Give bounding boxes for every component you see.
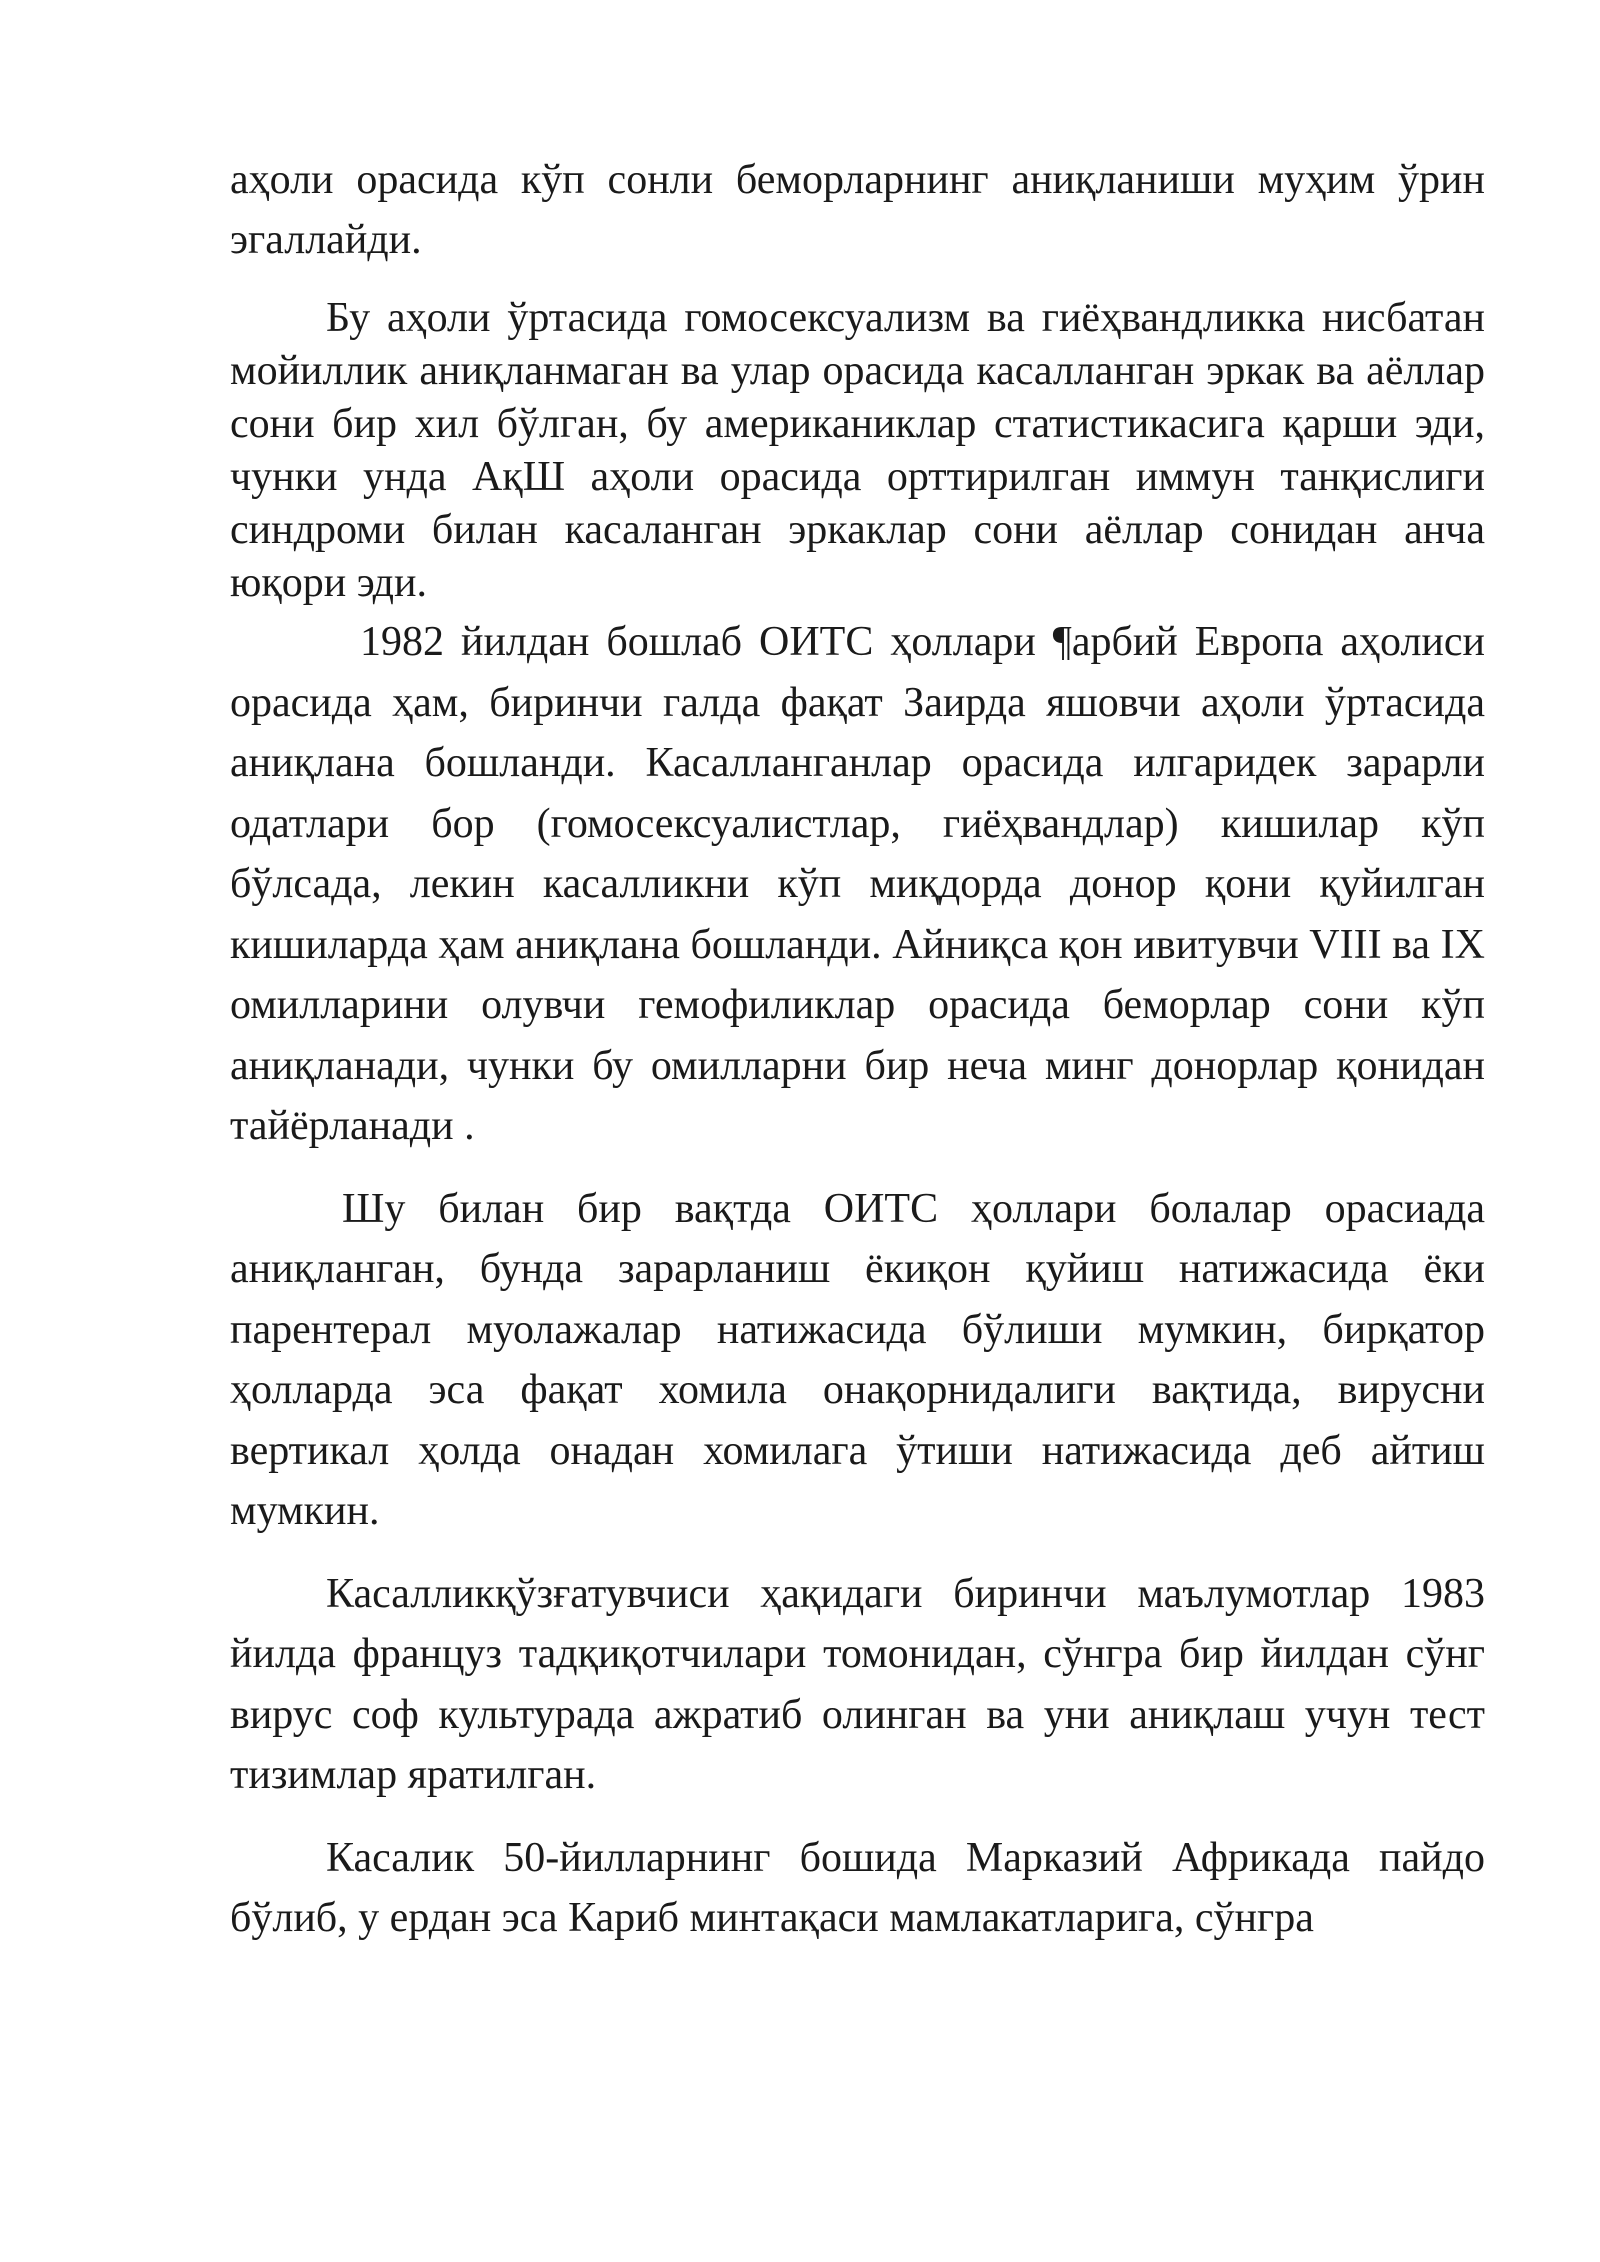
paragraph-1: аҳоли орасида кўп сонли беморларнинг аниқланиши муҳим ўрин эгаллайди. [230, 157, 1485, 263]
paragraph-4: Шу билан бир вақтда ОИТС ҳоллари болалар орасиада аниқланган, бунда зарарланиш ёкиқон қуйиш натижасида ёки парентерал муолажалар натижасида бўлиши мумкин, бирқатор ҳолларда эса фақат хомила онақорнидалиги вақтида, вирусни вертикал ҳолда онадан хомилага ўтиши натижасида деб айтиш мумкин. [230, 1185, 1485, 1534]
paragraph-5: Касалликқўзғатувчиси ҳақидаги биринчи маълумотлар 1983 йилда француз тадқиқотчилари томонидан, сўнгра бир йилдан сўнг вирус соф культурада ажратиб олинган ва уни аниқлаш учун тест тизимлар яратилган. [230, 1570, 1485, 1798]
document-body [230, 150, 1485, 1949]
paragraph-6: Касалик 50-йилларнинг бошида Марказий Африкада пайдо бўлиб, у ердан эса Кариб минтақаси мамлакатларига, сўнгра [230, 1834, 1485, 1941]
paragraph-3: 1982 йилдан бошлаб ОИТС ҳоллари ¶арбий Европа аҳолиси орасида ҳам, биринчи галда фақат Заирда яшовчи аҳоли ўртасида аниқлана бошланди. Касалланганлар орасида илгаридек зарарли одатлари бор (гомосексуалистлар, гиёҳвандлар) кишилар кўп бўлсада, лекин касалликни кўп миқдорда донор қони қуйилган кишиларда ҳам аниқлана бошланди. Айниқса қон ивитувчи VIII ва IX омилларини олувчи гемофиликлар орасида беморлар сони кўп аниқланади, чунки бу омилларни бир неча минг донорлар қонидан тайёрланади . [230, 619, 1485, 1149]
paragraph-2: Бу аҳоли ўртасида гомосексуализм ва гиёҳвандликка нисбатан мойиллик аниқланмаган ва улар орасида касалланган эркак ва аёллар сони бир хил бўлган, бу американиклар статистикасига қарши эди, чунки унда АқШ аҳоли орасида орттирилган иммун танқислиги синдроми билан касаланган эркаклар сони аёллар сонидан анча юқори эди. [230, 295, 1485, 606]
